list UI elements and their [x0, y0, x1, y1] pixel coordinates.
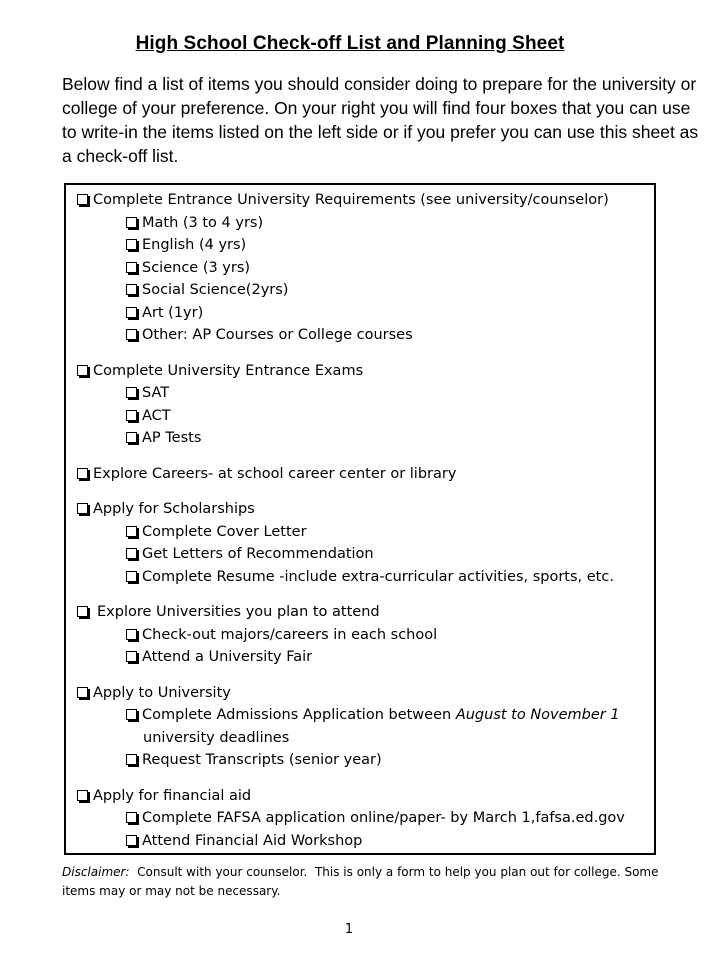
- checkbox-icon[interactable]: [77, 503, 88, 514]
- list-item: [77, 646, 648, 669]
- checkbox-icon[interactable]: [126, 754, 137, 765]
- list-item-label: English (4 yrs): [142, 237, 247, 253]
- section-heading-label: Apply for financial aid: [93, 787, 252, 804]
- checkbox-icon[interactable]: [126, 526, 137, 537]
- section-heading: [77, 360, 648, 383]
- list-item-label: Science (3 yrs): [142, 259, 251, 276]
- checkbox-icon[interactable]: [126, 329, 137, 340]
- section-heading-label: Complete University Entrance Exams: [93, 362, 364, 379]
- list-item-label: Complete Cover Letter: [142, 523, 307, 540]
- checkbox-icon[interactable]: [126, 307, 137, 318]
- checkbox-icon[interactable]: [126, 548, 137, 559]
- checkbox-icon[interactable]: [77, 365, 88, 376]
- disclaimer: [62, 863, 672, 901]
- list-item-continuation: university deadlines: [143, 729, 290, 746]
- list-item-label: Get Letters of Recommendation: [142, 546, 374, 562]
- checkbox-icon[interactable]: [126, 709, 137, 720]
- list-item-label: Check-out majors/careers in each school: [142, 626, 438, 643]
- list-item: [77, 234, 648, 257]
- checkbox-icon[interactable]: [126, 217, 137, 228]
- list-item-label: Request Transcripts (senior year): [142, 752, 382, 768]
- list-item-label: Attend a University Fair: [142, 649, 313, 665]
- list-item: [77, 382, 648, 405]
- checkbox-icon[interactable]: [126, 239, 137, 250]
- list-item: [77, 749, 648, 772]
- disclaimer-label: Disclaimer:: [62, 865, 130, 879]
- list-item-label: Complete Resume -include extra-curricular activities, sports, etc.: [142, 568, 614, 585]
- checkbox-icon[interactable]: [126, 629, 137, 640]
- checkbox-icon[interactable]: [77, 790, 88, 801]
- checklist: [77, 189, 648, 852]
- section-heading-label: Apply for Scholarships: [93, 501, 255, 517]
- list-item: [77, 830, 648, 853]
- list-item: [77, 257, 648, 280]
- section-heading: [77, 601, 648, 624]
- checkbox-icon[interactable]: [126, 432, 137, 443]
- checkbox-icon[interactable]: [77, 606, 88, 617]
- section-heading: [77, 498, 648, 521]
- section-heading-label: Complete Entrance University Requirements (see university/counselor): [93, 192, 609, 208]
- page-number: 1: [344, 922, 354, 937]
- section-heading-label: Explore Universities you plan to attend: [97, 604, 380, 620]
- checkbox-icon[interactable]: [126, 387, 137, 398]
- list-item: [77, 704, 648, 727]
- list-item-label: AP Tests: [142, 430, 202, 446]
- list-item-label: Attend Financial Aid Workshop: [142, 832, 363, 849]
- intro-paragraph: Below find a list of items you should consider doing to prepare for the university or college of your preference. On your right you will find four boxes that you can use to write-in the items listed on the left side or if you prefer you can use this sheet as a check-off list.: [62, 74, 699, 166]
- checkbox-icon[interactable]: [77, 194, 88, 205]
- list-item-label: Complete FAFSA application online/paper- by March 1,fafsa.ed.gov: [142, 810, 625, 826]
- list-item: [77, 543, 648, 566]
- disclaimer-text: Consult with your counselor. This is only a form to help you plan out for college. Some items may or may not be necessary.: [62, 865, 663, 898]
- list-item: [77, 324, 648, 347]
- list-item-label: Art (1yr): [142, 304, 204, 321]
- section-heading: [77, 463, 648, 486]
- section-heading: [77, 682, 648, 705]
- list-item: [77, 405, 648, 428]
- admissions-deadline-emphasis: August to November 1: [455, 707, 620, 723]
- list-item: [77, 807, 648, 830]
- list-item: [77, 624, 648, 647]
- checkbox-icon[interactable]: [126, 262, 137, 273]
- checkbox-icon[interactable]: [126, 812, 137, 823]
- checkbox-icon[interactable]: [126, 651, 137, 662]
- section-heading: [77, 785, 648, 808]
- list-item: [77, 279, 648, 302]
- section-heading: [77, 189, 648, 212]
- section-heading-label: Explore Careers- at school career center or library: [93, 465, 457, 482]
- list-item-label: SAT: [142, 385, 170, 401]
- list-item-label: Other: AP Courses or College courses: [142, 327, 413, 343]
- list-item-label: ACT: [142, 407, 171, 424]
- list-item-label: Math (3 to 4 yrs): [142, 214, 264, 231]
- section-heading-label: Apply to University: [93, 684, 231, 701]
- checkbox-icon[interactable]: [77, 687, 88, 698]
- checkbox-icon[interactable]: [126, 284, 137, 295]
- checklist-box: [64, 183, 656, 855]
- checkbox-icon[interactable]: [77, 468, 88, 479]
- list-item: [77, 212, 648, 235]
- list-item: [77, 566, 648, 589]
- list-item: [77, 427, 648, 450]
- page-title: High School Check-off List and Planning Sheet: [135, 33, 565, 54]
- list-item: [77, 521, 648, 544]
- list-item: [77, 302, 648, 325]
- checkbox-icon[interactable]: [126, 571, 137, 582]
- checkbox-icon[interactable]: [126, 835, 137, 846]
- admissions-prefix: Complete Admissions Application between: [142, 707, 456, 723]
- checkbox-icon[interactable]: [126, 410, 137, 421]
- list-item-label: Social Science(2yrs): [142, 282, 289, 298]
